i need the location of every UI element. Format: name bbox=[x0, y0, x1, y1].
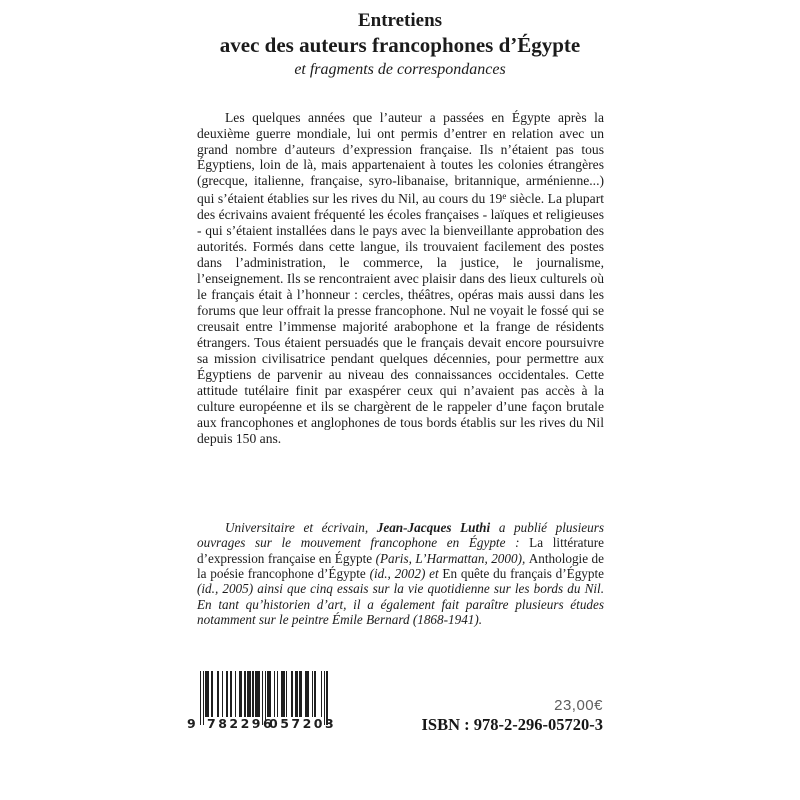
barcode bbox=[186, 671, 336, 735]
price-isbn-block bbox=[422, 697, 604, 735]
barcode-digit-first: 9 bbox=[187, 716, 196, 731]
title-block bbox=[0, 10, 800, 79]
barcode-digits-group2: 057203 bbox=[269, 716, 337, 731]
barcode-digits-group1: 782296 bbox=[207, 716, 275, 731]
book-title-line2: avec des auteurs francophones d’Égypte bbox=[219, 33, 581, 57]
synopsis-paragraph: Les quelques années que l’auteur a passées en Égypte après la deuxième guerre mondiale, lui ont permis d’entrer en relation avec un grand nombre d’auteurs d’expression française. Ils n’étaient pas tous Égyptiens, loin de là, mais appartenaient à toutes les colonies étrangères (grecque, italienne, française, syro-libanaise, britannique, arménienne...) qui s’étaient établies sur les rives du Nil, au cours du 19e siècle. La plupart des écrivains avaient fréquenté les écoles françaises - laïques et religieuses - qui s’étaient installées dans le pays avec la bienveillante approbation des autorités. Formés dans cette langue, ils trouvaient facilement des postes dans l’administration, le commerce, la justice, le journalisme, l’enseignement. Ils se rencontraient avec plaisir dans des lieux culturels où le français était à l’honneur : cercles, théâtres, opéras mais aussi dans les forums que leur offrait la presse francophone. Nul ne voyait le fossé qui se creusait entre l’immense majorité arabophone et la frange de résidents étrangers. Tous étaient persuadés que le français devait encore poursuivre sa mission civilisatrice pendant quelques décennies, pour permettre aux Égyptiens de parvenir au niveau des connaissances occidentales. Cette attitude tutélaire finit par exaspérer ceux qui n’avaient pas accès à la culture européenne et ils se chargèrent de le rappeler d’une façon brutale aux francophones et anglophones de tous bords établis sur les rives du Nil depuis 150 ans. bbox=[197, 109, 604, 446]
book-subtitle: et fragments de correspondances bbox=[294, 61, 506, 78]
author-bio-paragraph: Universitaire et écrivain, Jean-Jacques Luthi a publié plusieurs ouvrages sur le mouvement francophone en Égypte : La littérature d’expression française en Égypte (Paris, L’Harmattan, 2000), Anthologie de la poésie francophone d’Égypte (id., 2002) et En quête du français d’Égypte (id., 2005) ainsi que cinq essais sur la vie quotidienne sur les bords du Nil. En tant qu’historien d’art, il a également fait paraître plusieurs études notamment sur le peintre Émile Bernard (1868-1941). bbox=[197, 520, 605, 627]
book-title-line1: Entretiens bbox=[357, 10, 443, 31]
price-label: 23,00€ bbox=[554, 697, 603, 714]
isbn-label: ISBN : 978-2-296-05720-3 bbox=[421, 715, 603, 734]
